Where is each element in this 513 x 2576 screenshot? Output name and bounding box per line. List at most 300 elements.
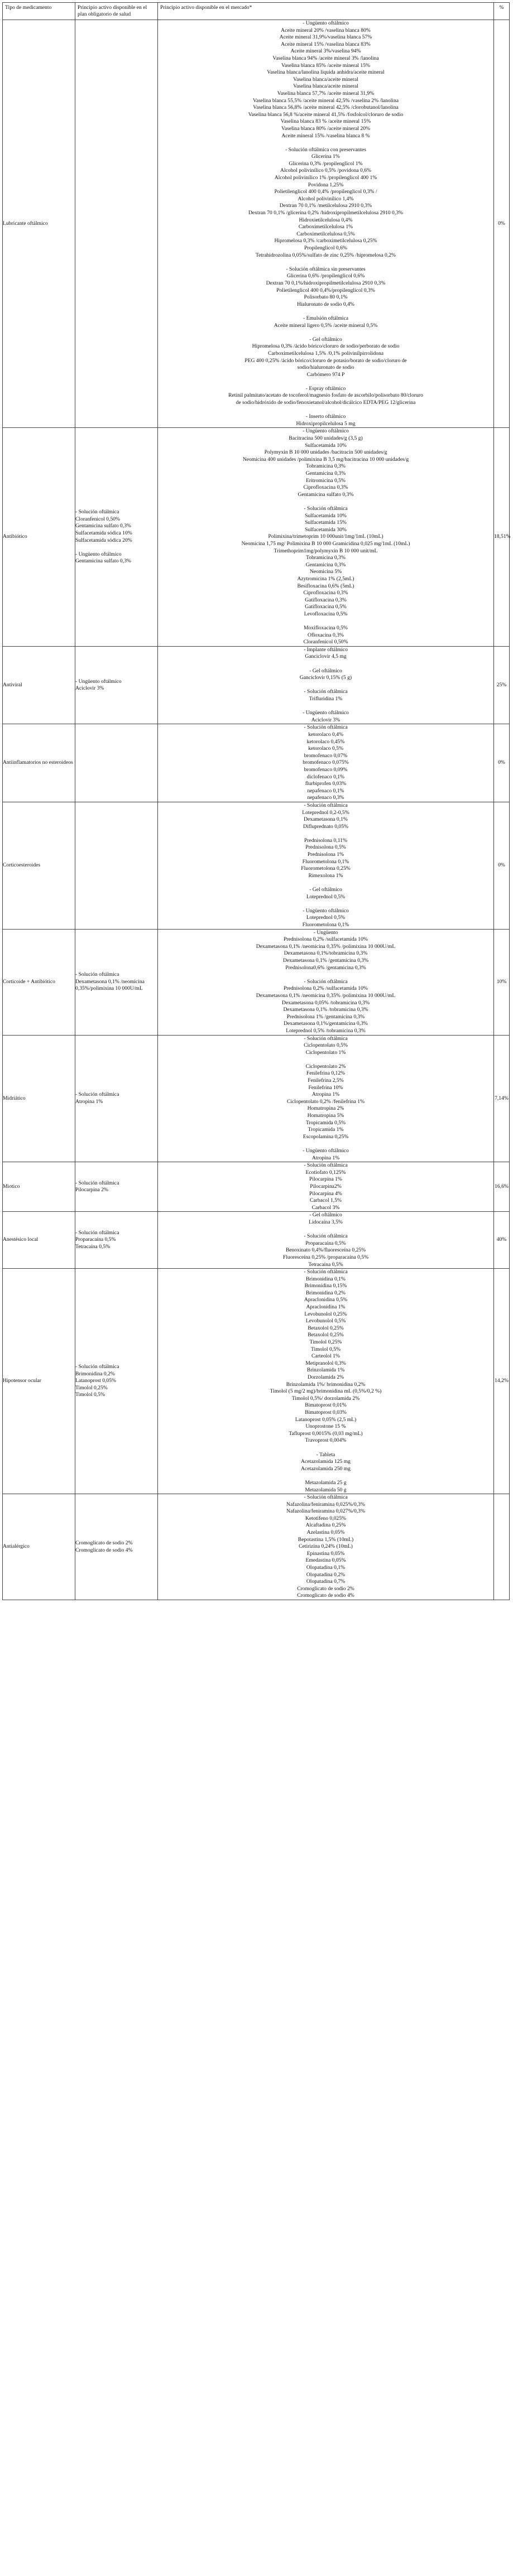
market-ingredient-line: Loteprednol 0,5% /tobramicina 0,3% [286,1027,366,1034]
plan-ingredient-line: - Ungüento oftálmico [75,551,122,557]
market-ingredient-line: - Solución oftálmica [304,505,348,512]
market-ingredient-line: - Solución oftálmica [304,1269,348,1275]
market-ingredient-line: Vaselina blanca 56,8 %/aceite mineral 41,5% /fosfolcol/cloruro de sodio [248,111,404,118]
market-ingredient-line: - Solución oftálmica [304,688,348,695]
medication-type-cell: Midriático [3,1035,75,1162]
market-ingredient-line: Escopolamina 0,25% [303,1133,349,1140]
market-ingredients-cell [158,802,494,929]
header-row [3,3,510,20]
market-ingredient-line: Olopatadina 0,7% [306,1578,346,1585]
market-ingredient-line: - Ungüento [313,929,338,936]
market-ingredients-cell [158,428,494,646]
market-ingredient-line: Povidona 1,25% [308,181,344,188]
market-ingredient-line: - Solución oftálmica con preservantes [285,146,366,153]
market-ingredient-line [158,618,493,625]
plan-ingredient-line: Timolol 0,25% [75,1384,108,1391]
market-ingredient-line: Dexametasona 0,1% /neomicina 0,35% /polimixina 10 000U/mL [256,992,396,999]
market-ingredient-line: - Tableta [316,1451,335,1458]
market-ingredient-line: Neomicina 400 unidades /polimixina B 3,5 mg/bacitracina 10 000 unidades/g [242,456,409,463]
market-ingredient-line: Carbacol 3% [311,1204,340,1211]
market-ingredient-line: Fluoresceína 0,25% /proparacaína 0,5% [282,1254,369,1260]
plan-ingredient-line: 0,35%/polimixina 10 000U/mL [75,985,143,992]
plan-ingredient-line: Aciclovir 3% [75,685,104,692]
market-ingredients-cell [158,1212,494,1269]
table-header [3,3,510,20]
header-plan: Principio activo disponible en el plan obligatorio de salud [75,3,158,20]
market-ingredient-line: Betaxolol 0,25% [308,1332,344,1338]
market-ingredient-line: Sulfacetamida 10% [305,442,347,449]
coverage-percent-cell: 0% [494,724,510,802]
market-ingredient-line: - Gel oftálmico [309,336,342,343]
market-ingredient-line: Vaselina blanca/aceite mineral [293,83,358,90]
market-ingredient-line: - Ungüento oftálmico [303,428,349,435]
market-ingredient-line: - Emulsión oftálmica [303,315,348,321]
market-ingredient-line: Bacitracina 500 unidades/g (3,5 g) [289,435,363,442]
coverage-percent-cell: 40% [494,1212,510,1269]
market-ingredient-line: PEG 400 0,25% /ácido bórico/cloruro de potasio/borato de sodio/cloruro de [244,357,407,364]
medication-type-cell: Anestésico local [3,1212,75,1269]
market-ingredient-line: - Solución oftálmica sin preservantes [286,266,366,272]
market-ingredient-line: Proparacaína 0,5% [305,1240,346,1246]
market-ingredient-line [158,378,493,386]
coverage-percent-cell [494,1494,510,1600]
market-ingredient-line: Atropina 1% [311,1091,340,1098]
market-ingredient-line: Alcohol polivinílico 1% /propilenglicol 400 1% [274,175,377,181]
market-ingredient-line: Aceite mineral 3%/vaselina 94% [290,48,361,55]
market-ingredient-line: Aceite mineral ligero 0,5% /aceite mineral 0,5% [274,322,378,329]
market-ingredient-line: - Espray oftálmico [305,385,346,392]
plan-ingredient-line: - Solución oftálmica [75,509,119,516]
plan-ingredient-line: Cloranfenicol 0,50% [75,516,120,522]
table-row [3,428,510,646]
medication-type-cell: Corticoide + Antibiótico [3,929,75,1035]
market-ingredient-line: Levobunolol 0,5% [305,1318,346,1325]
market-ingredient-line: Ciclopentolato 2% [305,1063,346,1070]
market-ingredient-line: Ecotiofato 0,125% [305,1169,346,1176]
market-ingredient-line [158,830,493,837]
table-row [3,646,510,724]
coverage-percent-cell: 0% [494,20,510,428]
market-ingredient-line: ketorolaco 0,45% [306,738,345,745]
market-ingredient-line: Unoprostone 15 % [305,1423,346,1430]
market-ingredient-line: Loteprednol 0,2-0,5% [302,809,349,816]
document [2,2,510,1600]
market-ingredient-line: de sodio/hidróxido de sodio/fenoxietanol/alcohol/dicálcico EDTA/PEG 12/glicerina [236,399,416,406]
market-ingredient-line: Levofloxacina 0,5% [304,610,348,617]
market-ingredient-line: Bimatoprost 0,03% [305,1409,347,1415]
market-ingredient-line: Aceite mineral 20% /vaselina blanca 80% [281,27,371,33]
market-ingredient-line [158,1226,493,1234]
market-ingredient-line [158,1056,493,1063]
market-ingredient-line: Vaselina blanca 57,7% /aceite mineral 31,9% [277,90,375,97]
market-ingredient-line: Polymyxin B 10 000 unidades /bacitracin 500 unidades/g [264,449,387,456]
plan-ingredient-line: - Solución oftálmica [75,1091,119,1098]
market-ingredient-line: Dextran 70 0,1%/hidroxipropilmetilcelulosa 2910 0,3% [266,280,386,286]
market-ingredient-line: Pilocarpina 4% [309,1190,342,1197]
market-ingredient-line: Eritromicina 0,5% [306,477,346,484]
market-ingredient-line: Dexametasona 0,05% /tobramicina 0,3% [282,999,370,1006]
market-ingredient-line: nepafenaco 0,1% [307,787,344,794]
market-ingredient-line [158,139,493,147]
market-ingredient-line: Trifluridina 1% [309,696,343,702]
market-ingredient-line [158,1472,493,1480]
market-ingredient-line: Dextran 70 0,1% /metilcelulosa 2910 0,3% [279,203,372,209]
market-ingredient-line: Prednisolona0,6% /gentamicina 0,3% [285,964,366,971]
market-ingredient-line: Propilenglicol 0,6% [304,245,347,251]
market-ingredient-line: Carboximetilcelulosa 1,5% /0,1% polivinilpirrolidona [267,350,384,357]
market-ingredient-line: Dexametasona 0,1%/tobramicina 0,3% [284,950,368,957]
market-ingredient-line: Hialuronato de sodio 0,4% [297,301,354,307]
market-ingredient-line: - Gel oftálmico [309,1212,342,1219]
market-ingredients-cell [158,646,494,724]
market-ingredient-line: - Solución oftálmica [304,1035,348,1042]
plan-ingredient-line: Brimonidina 0,2% [75,1370,115,1377]
market-ingredient-line: Neomicina 1,75 mg/ Polimixina B 10 000 Gramicidina 0,025 mg/1mL (10mL) [241,540,410,547]
plan-ingredients-cell [75,1035,158,1162]
market-ingredient-line: Brimonidina 0,15% [304,1283,347,1289]
plan-ingredient-line: - Solución oftálmica [75,1229,119,1236]
market-ingredient-line: Sulfacetamida 15% [305,519,347,526]
market-ingredient-line: Acetazolamida 125 mg [301,1458,351,1465]
market-ingredient-line: Apraclonidina 1% [306,1304,346,1311]
table-body [3,20,510,1600]
market-ingredient-line [158,703,493,710]
plan-ingredient-line: Dexametasona 0,1% /neomicina [75,978,145,985]
market-ingredient-line: Latanoprost 0,05% (2,5 mL) [295,1416,357,1423]
market-ingredient-line: - Solución oftálmica [304,802,348,808]
market-ingredient-line: Fluorometolona 0,1% [302,858,349,865]
market-ingredient-line: Levobunolol 0,25% [304,1311,347,1317]
market-ingredient-line: Lidocaína 3,5% [309,1219,343,1225]
plan-ingredient-line: - Ungüento oftálmico [75,678,122,685]
table-row [3,929,510,1035]
market-ingredient-line: Fluorometolona 0,25% [301,865,351,872]
medication-type-cell: Antiviral [3,646,75,724]
market-ingredient-line: Sulfacetamida 30% [305,526,347,533]
market-ingredient-line: Carboximetilcelulosa 0,5% [296,230,355,237]
medication-type-cell: Antialérgico [3,1494,75,1600]
market-ingredient-line: Vaselina blanca 55,5% /aceite mineral 42,5% /vaselina 2% /lanolina [252,97,399,104]
coverage-percent-cell: 0% [494,802,510,929]
market-ingredient-line [158,1140,493,1148]
market-ingredient-line: bromofenaco 0,09% [304,766,348,773]
market-ingredient-line: Polietilenglicol 400 0,4% /propilenglicol 0,3% / [274,189,377,195]
market-ingredient-line: Tetrahidrozolina 0,05%/sulfato de zinc 0,25% /hipromelosa 0,2% [255,252,396,258]
market-ingredient-line: Loteprednol 0,5% [306,893,346,900]
market-ingredient-line: Metazolamida 25 g [305,1479,347,1486]
market-ingredient-line: Brinzolamida 1%/ brimonidina 0,2% [286,1381,366,1388]
market-ingredient-line: Olopatadina 0,2% [306,1571,346,1578]
market-ingredient-line: Gentamicina sulfato 0,3% [298,491,354,498]
market-ingredient-line: Fenilefrina 10% [308,1084,343,1091]
plan-ingredient-line: Gentamicina sulfato 0,3% [75,558,131,565]
market-ingredient-line: Atropina 1% [311,1154,340,1161]
market-ingredient-line: Polimixina/trimetoprim 10 000unit/1mg/1mL (10mL) [268,533,383,540]
market-ingredient-line: Cetirizina 0,24% (10mL) [299,1543,353,1550]
market-ingredient-line: - Solución oftálmica [304,1162,348,1169]
market-ingredient-line [158,498,493,505]
market-ingredient-line: Tropicamida 1% [308,1126,344,1133]
plan-ingredient-line: - Solución oftálmica [75,1364,119,1370]
market-ingredient-line: Timolol 0,25% [309,1339,342,1346]
market-ingredient-line: ketorolaco 0,5% [308,745,343,752]
market-ingredient-line: Polietilenglicol 400 0,4%/propilenglicol 0,3% [276,287,375,293]
market-ingredient-line: Alcohol polivinílico 0,5% /povidona 0,6% [280,167,372,174]
market-ingredients-cell [158,724,494,802]
market-ingredient-line: Prednisolona 0,2% /sulfacetamida 10% [284,936,368,943]
market-ingredient-line: Ciclopentolato 1% [305,1049,346,1056]
market-ingredient-line: Sulfacetamida 10% [305,512,347,519]
market-ingredient-line: - Ungüento oftálmico [303,907,349,914]
market-ingredient-line: Dexametasona 0,1% /gentamicina 0,3% [282,957,369,964]
market-ingredient-line: Tafluprost 0,0015% (0,03 mg/mL) [289,1430,363,1437]
market-ingredient-line: Glicerina 1% [311,153,340,160]
market-ingredient-line: Nafazolina/feniramina 0,025%/0,3% [286,1501,365,1508]
plan-ingredient-line: Cromoglicato de sodio 4% [75,1547,133,1553]
market-ingredient-line: - Solución oftálmica [304,1494,348,1501]
market-ingredient-line: - Inserto oftálmico [305,413,346,420]
market-ingredient-line: Hipromelosa 0,3% /ácido bórico/cloruro de sodio/perborato de sodio [252,343,400,350]
market-ingredients-cell [158,1269,494,1494]
market-ingredient-line: Ciprofloxacina 0,3% [303,484,348,491]
header-type: Tipo de medicamento [3,3,75,20]
market-ingredient-line: Prednisolona 0,2% /sulfacetamida 10% [284,985,368,992]
market-ingredient-line: Acetazolamida 250 mg [301,1465,351,1472]
market-ingredient-line [158,308,493,315]
market-ingredient-line: Gentamicina 0,3% [305,470,346,476]
market-ingredient-line: Brimonidina 0,1% [306,1275,346,1282]
market-ingredient-line: - Implante oftálmico [304,646,348,653]
market-ingredient-line: Aceite mineral 15% /vaselina blanca 83% [281,41,371,47]
market-ingredient-line: Timolol 0,5% [311,1346,341,1352]
market-ingredient-line: Prednisolona 0,11% [304,837,347,844]
plan-ingredient-line: - Solución oftálmica [75,1179,119,1186]
table-row [3,802,510,929]
market-ingredient-line: Dextran 70 0,1% /glicerina 0,2% /hidroxipropilmetilcelulosa 2910 0,3% [248,210,404,216]
market-ingredient-line: Dexametasona 0,1% /neomicina 0,35% /polimixina 10 000U/mL [256,943,396,950]
plan-ingredient-line [75,544,157,551]
market-ingredient-line: Tobramicina 0,3% [306,555,346,561]
table-row [3,1162,510,1212]
market-ingredient-line: Homatropina 5% [307,1113,344,1119]
market-ingredient-line: Brimonidina 0,2% [306,1289,346,1296]
market-ingredient-line [158,879,493,887]
market-ingredient-line: Glicerina 0,3% /propilenglicol 1% [289,160,363,167]
medication-type-cell: Antibiótico [3,428,75,646]
market-ingredient-line: Carbacol 1,5% [309,1197,342,1204]
market-ingredient-line: Pilocarpina 1% [309,1176,342,1183]
market-ingredient-line: Gentamicina 0,3% [305,561,346,568]
coverage-percent-cell: 14,2% [494,1269,510,1494]
plan-ingredient-line: Sulfacetamida sódica 20% [75,537,132,543]
market-ingredient-line: ketorolaco 0,4% [308,731,343,738]
market-ingredient-line: Metazolamida 50 g [305,1486,347,1493]
market-ingredient-line: Alcohol polivinílico 1,4% [298,195,354,202]
market-ingredient-line: Betaxolol 0,25% [308,1325,344,1331]
market-ingredient-line: Vaselina blanca/aceite mineral [293,76,358,83]
medication-table [2,2,510,1600]
market-ingredient-line: - Ungüento oftálmico [303,710,349,716]
market-ingredient-line: Tobramicina 0,3% [306,463,346,470]
market-ingredient-line: Prednisolona 1% [307,851,344,858]
market-ingredient-line: diclofenaco 0,1% [306,773,345,780]
market-ingredient-line: bromofenaco 0,07% [304,752,348,759]
market-ingredients-cell [158,1035,494,1162]
market-ingredient-line: Vaselina blanca 85% /aceite mineral 15% [281,62,371,69]
market-ingredient-line: Olopatadina 0,1% [306,1564,346,1571]
market-ingredient-line: Hidroxipropilcelulosa 5 mg [296,420,356,427]
market-ingredient-line: Prednisolona 1% /gentamicina 0,3% [286,1013,365,1020]
market-ingredient-line: - Solución oftálmica [304,1233,348,1240]
market-ingredient-line: Alcaftadina 0,25% [305,1522,346,1529]
market-ingredient-line: Vaselina blanca 56,8% /aceite mineral 42,5% /clorobutanol/lanolina [253,104,399,111]
market-ingredient-line: Difluprednato 0,05% [303,823,348,830]
market-ingredient-line: - Ungüento oftálmico [303,1148,349,1154]
market-ingredient-line [158,1445,493,1452]
plan-ingredient-line: Timolol 0,5% [75,1391,105,1398]
plan-ingredient-line: Latanoprost 0,05% [75,1378,117,1384]
market-ingredient-line: Cromoglicato de sodio 2% [297,1585,354,1592]
medication-type-cell: Antiinflamatorios no esteroideos [3,724,75,802]
table-row [3,1212,510,1269]
plan-ingredients-cell [75,20,158,428]
market-ingredient-line: Homatropina 2% [307,1105,344,1112]
plan-ingredient-line: Sulfacetamida sódica 10% [75,530,132,537]
coverage-percent-cell: 10% [494,929,510,1035]
market-ingredient-line: Rimexolona 1% [308,872,343,879]
market-ingredient-line: Retinil palmitato/acetato de tocoferol/magnesio fosfato de ascorbilo/polisorbato 80/cloruro [228,392,423,399]
market-ingredient-line: Pilocarpina2% [310,1183,342,1190]
market-ingredient-line: Benoxinato 0,4%/fluoresceína 0,25% [285,1247,366,1254]
market-ingredient-line: - Ungüento oftálmico [303,20,349,26]
table-row [3,1035,510,1162]
market-ingredient-line: Fluorometolona 0,1% [302,922,349,928]
plan-ingredient-line: Atropina 1% [75,1098,103,1105]
plan-ingredient-line: Cromoglicato de sodio 2% [75,1539,133,1546]
market-ingredient-line: Emedastina 0,05% [305,1557,346,1564]
market-ingredient-line: Aceite mineral 15% /vaselina blanca 8 % [281,132,370,139]
plan-ingredients-cell [75,1162,158,1212]
market-ingredient-line: Hipromelosa 0,3% /carboximetilcelulosa 0,25% [274,238,377,244]
table-row [3,20,510,428]
market-ingredient-line: Cloranfenicol 0,50% [303,639,348,646]
plan-ingredients-cell [75,1212,158,1269]
plan-ingredient-line: - Solución oftálmica [75,971,119,978]
plan-ingredients-cell [75,929,158,1035]
market-ingredient-line [158,259,493,266]
coverage-percent-cell: 25% [494,646,510,724]
market-ingredient-line: sodio/hialuronato de sodio [297,364,354,371]
medication-type-cell: Corticoesteroides [3,802,75,929]
plan-ingredients-cell [75,802,158,929]
header-market: Principio activo disponible en el mercado* [158,3,494,20]
market-ingredient-line: Apraclonidina 0,5% [304,1297,348,1303]
coverage-percent-cell: 18,51% [494,428,510,646]
market-ingredient-line: Ciprofloxacina 0,3% [303,590,348,596]
market-ingredient-line: Carboximetilcelulosa 1% [298,224,353,230]
market-ingredient-line: Ganciclovir 0,15% (5 g) [299,675,352,681]
market-ingredient-line: Hidroxietilcelulosa 0,4% [299,216,353,223]
plan-ingredients-cell [75,1494,158,1600]
header-pct: % [494,3,510,20]
plan-ingredient-line: Gentamicina sulfato 0,3% [75,523,131,529]
market-ingredient-line: Ciclopentolato 0,2% /fenilefrina 1% [286,1098,365,1105]
market-ingredient-line: Fenilefrina 0,12% [306,1070,346,1077]
market-ingredients-cell [158,929,494,1035]
market-ingredient-line: Metipranolol 0,3% [305,1360,346,1366]
market-ingredient-line: Ofloxacina 0,3% [307,632,344,638]
market-ingredient-line: Dexametasona 0,1%/gentamicina 0,3% [284,1020,368,1027]
market-ingredient-line [158,329,493,336]
medication-type-cell: Lubricante oftálmico [3,20,75,428]
market-ingredient-line: Nafazolina/feniramina 0,027%/0,3% [286,1508,365,1515]
market-ingredient-line: Dorzolamida 2% [307,1374,344,1380]
market-ingredient-line: bromofenaco 0,075% [303,759,349,766]
plan-ingredient-line: Proparacaína 0,5% [75,1236,116,1243]
table-row [3,1269,510,1494]
market-ingredient-line [158,901,493,908]
market-ingredient-line: Aciclovir 3% [311,716,341,723]
market-ingredient-line: flurbiprofen 0,03% [305,781,347,787]
market-ingredient-line: Vaselina blanca/lanolina líquida anhidra/aceite mineral [267,69,385,76]
market-ingredient-line: - Solución oftálmica [304,724,348,731]
market-ingredient-line: Tetracaína 0,5% [308,1261,343,1268]
market-ingredient-line: Ciclopentolato 0,5% [304,1042,348,1049]
market-ingredient-line: Trimethoprim1mg/polymyxin B 10 000 unit/mL [274,547,378,554]
market-ingredient-line: Carteolol 1% [311,1353,340,1360]
market-ingredient-line: Moxifloxacina 0,5% [304,625,348,632]
market-ingredient-line: Loteprednol 0,5% [306,914,346,921]
market-ingredient-line: nepafenaco 0,3% [307,795,344,801]
market-ingredient-line: Brinzolamida 1% [306,1367,345,1374]
market-ingredient-line: Timolol (5 mg/2 mg)/brimonidina mL (0,5%/0,2 %) [270,1388,382,1395]
coverage-percent-cell: 7,14% [494,1035,510,1162]
market-ingredient-line: Aceite mineral 31,9%/vaselina blanca 57% [279,34,372,41]
market-ingredient-line: Azytromicina 1% (2,5mL) [297,575,354,582]
market-ingredient-line: Glicerina 0,6% /propilenglicol 0,6% [286,273,365,280]
market-ingredient-line: Fenilefrina 2,5% [308,1077,344,1084]
table-row [3,1494,510,1600]
plan-ingredients-cell [75,1269,158,1494]
market-ingredient-line: Gatifloxacina 0,5% [305,604,347,610]
market-ingredient-line: Tropicamida 0,5% [305,1119,346,1126]
plan-ingredients-cell [75,428,158,646]
market-ingredient-line: Gatifloxacina 0,3% [305,596,347,603]
market-ingredient-line: Dexametasona 0,1% [304,816,348,823]
coverage-percent-cell: 16,6% [494,1162,510,1212]
market-ingredient-line: Carbómero 974 P [306,371,345,378]
market-ingredient-line [158,661,493,668]
market-ingredient-line: Polisorbato 80 0,1% [304,294,348,301]
market-ingredient-line: Bepotastina 1,5% (10mL) [298,1536,354,1543]
market-ingredients-cell [158,1494,494,1600]
table-row [3,724,510,802]
market-ingredient-line: Besifloxacina 0,6% (5mL) [297,582,354,589]
market-ingredient-line: Ketotifeno 0,025% [305,1515,346,1521]
market-ingredient-line: Vaselina blanca 80% /aceite mineral 20% [281,125,371,132]
medication-type-cell: Miotico [3,1162,75,1212]
market-ingredient-line [158,407,493,414]
market-ingredient-line: - Gel oftálmico [309,887,342,893]
market-ingredient-line: Epinastina 0,05% [306,1550,345,1557]
medication-type-cell: Hipotensor ocular [3,1269,75,1494]
market-ingredient-line: Prednisolona 0,5% [305,844,346,851]
market-ingredient-line: Azelastina 0,05% [306,1529,345,1536]
market-ingredient-line: Timolol 0,5%/ dorzolamida 2% [291,1395,360,1402]
market-ingredient-line: - Gel oftálmico [309,667,342,674]
market-ingredient-line: Bimatoprost 0,01% [305,1402,347,1409]
plan-ingredients-cell [75,646,158,724]
